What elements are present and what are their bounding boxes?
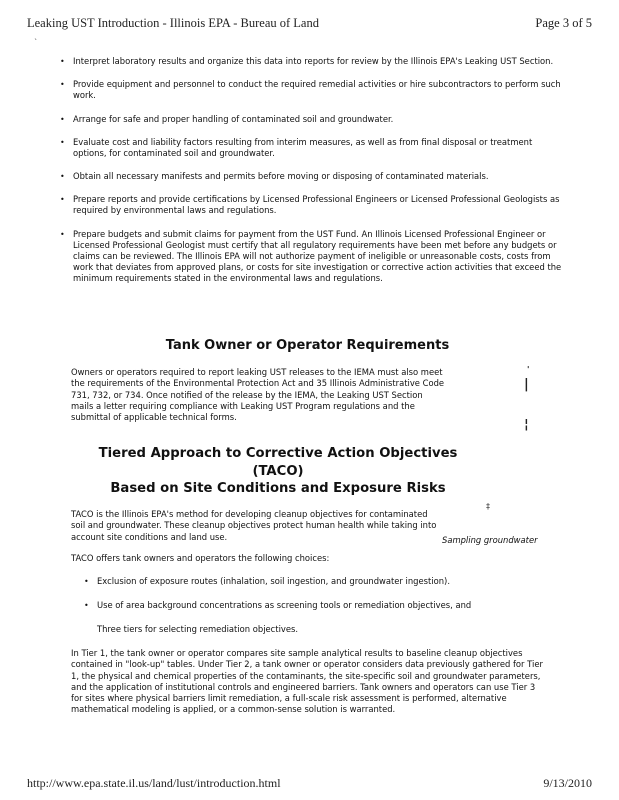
list-item: • Provide equipment and personnel to conduct the required remedial activities or hire subcontractors to perform such work.	[73, 79, 563, 101]
list-item: Three tiers for selecting remediation objectives.	[97, 624, 299, 635]
list-item: • Prepare budgets and submit claims for payment from the UST Fund. An Illinois Licensed Professional Engineer or Licensed Professional Geologist must certify that all regulatory requirements have been met before any budgets or claims can be reviewed. The Illinois EPA will not authorize payment of ineligible or unreasonable costs, costs from work that deviates from approved plans, or costs for site investigation or corrective action activities that exceed the minimum requirements stated in the environmental laws and regulations.	[73, 229, 563, 284]
list-item: • Obtain all necessary manifests and permits before moving or disposing of contaminated materials.	[73, 171, 563, 182]
page-footer	[27, 776, 592, 790]
list-item: • Interpret laboratory results and organize this data into reports for review by the Illinois EPA's Leaking UST Section.	[73, 56, 563, 67]
taco-offers: TACO offers tank owners and operators the following choices:	[71, 553, 330, 563]
list-item: • Exclusion of exposure routes (inhalation, soil ingestion, and groundwater ingestion).	[84, 576, 554, 587]
taco-choices-list	[84, 576, 554, 649]
margin-mark: ¦	[524, 417, 529, 432]
tier-paragraph: In Tier 1, the tank owner or operator compares site sample analytical results to baseline cleanup objectives contained in "look-up" tables. Under Tier 2, a tank owner or operator considers data previously gathered for Tier 1, the physical and chemical properties of the contaminants, the site-specific soil and groundwater parameters, and the application of institutional controls and engineered barriers. Tank owners and operators can use Tier 3 for sites where physical barriers limit remediation, a full-scale risk assessment is performed, alternative mathematical modeling is applied, or a common-sense solution is warranted.	[71, 648, 543, 715]
taco-heading	[60, 445, 496, 498]
margin-mark: '	[527, 365, 530, 374]
image-caption: Sampling groundwater	[442, 535, 538, 545]
list-item: • Prepare reports and provide certifications by Licensed Professional Engineers or Licensed Professional Geologists as required by environmental laws and regulations.	[73, 194, 563, 216]
margin-mark: |	[524, 377, 529, 392]
image-placeholder: ‡	[486, 502, 490, 511]
page-header	[27, 16, 592, 32]
taco-heading-line: Based on Site Conditions and Exposure Risks	[110, 481, 446, 496]
footer-url: http://www.epa.state.il.us/land/lust/introduction.html	[27, 776, 281, 790]
header-title: Leaking UST Introduction - Illinois EPA - Bureau of Land	[27, 16, 319, 30]
tank-owner-heading: Tank Owner or Operator Requirements	[165, 338, 450, 353]
stray-mark: `	[34, 38, 38, 47]
header-page-number: Page 3 of 5	[535, 16, 592, 30]
list-item: • Evaluate cost and liability factors resulting from interim measures, as well as from final disposal or treatment options, for contaminated soil and groundwater.	[73, 137, 563, 159]
taco-heading-line: Tiered Approach to Corrective Action Objectives	[98, 446, 458, 461]
taco-heading-line: (TACO)	[252, 463, 304, 479]
responsibility-list	[73, 56, 563, 296]
tank-owner-paragraph: Owners or operators required to report leaking UST releases to the IEMA must also meet the requirements of the Environmental Protection Act and 35 Illinois Administrative Code 731, 732, or 734. Once notified of the release by the IEMA, the Leaking UST Section mails a letter requiring compliance with Leaking UST Program regulations and the submittal of applicable technical forms.	[71, 367, 445, 423]
taco-paragraph: TACO is the Illinois EPA's method for developing cleanup objectives for contaminated soil and groundwater. These cleanup objectives protect human health while taking into account site conditions and land use.	[71, 509, 437, 542]
footer-date: 9/13/2010	[543, 776, 592, 790]
list-item: • Arrange for safe and proper handling of contaminated soil and groundwater.	[73, 114, 563, 125]
list-item: • Use of area background concentrations as screening tools or remediation objectives, and	[84, 600, 554, 611]
